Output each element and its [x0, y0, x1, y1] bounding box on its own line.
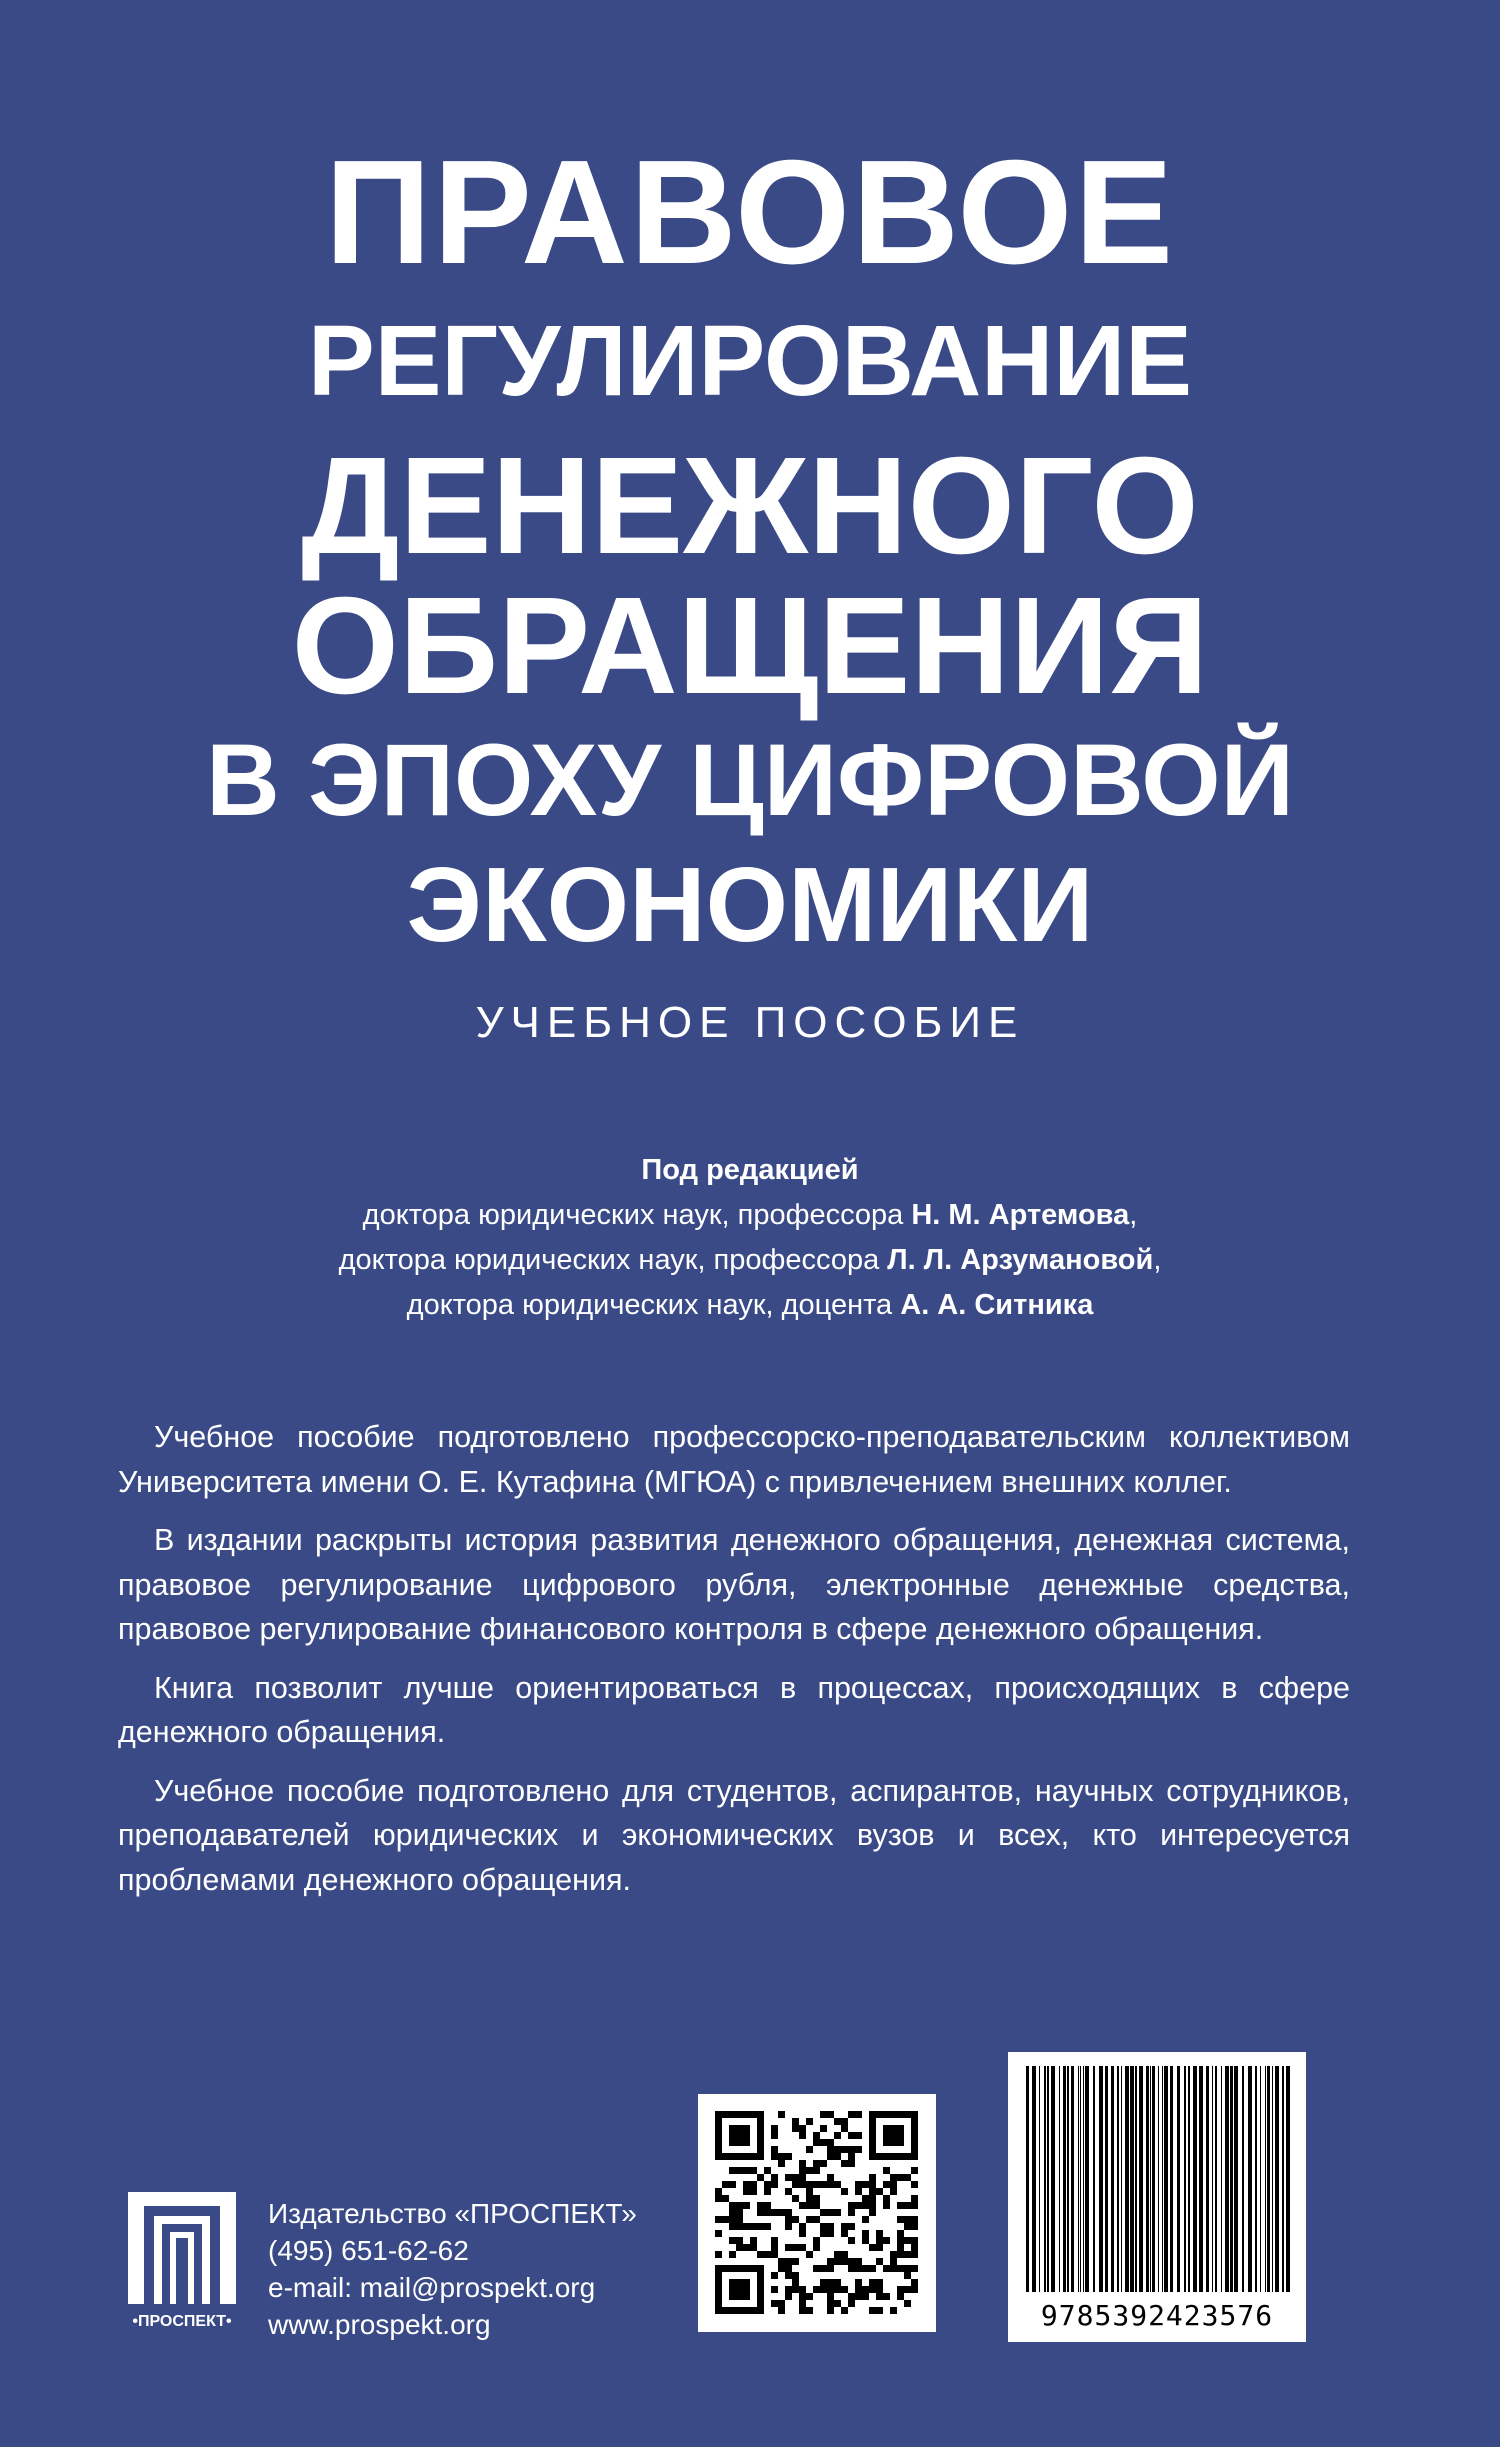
book-title: [0, 130, 1500, 966]
editor-name: А. А. Ситника: [900, 1289, 1094, 1321]
editors-block: [0, 1148, 1500, 1328]
editor-name: Л. Л. Арзумановой: [887, 1244, 1154, 1276]
isbn-barcode: [1008, 2052, 1306, 2342]
title-line-3: ДЕНЕЖНОГО: [301, 429, 1199, 583]
book-subtitle: УЧЕБНОЕ ПОСОБИЕ: [475, 998, 1025, 1047]
publisher-email: e-mail: mail@prospekt.org: [268, 2272, 596, 2303]
editor-credentials: доктора юридических наук, профессора: [338, 1244, 888, 1276]
publisher-website: www.prospekt.org: [268, 2309, 491, 2340]
description-paragraph: Учебное пособие подготовлено профессорско-преподавательским коллективом Университета имени О. Е. Кутафина (МГЮА) с привлечением внешних коллег.: [118, 1420, 1350, 1499]
editor-suffix: ,: [1129, 1199, 1138, 1231]
editor-credentials: доктора юридических наук, доцента: [406, 1289, 901, 1321]
title-line-6: ЭКОНОМИКИ: [406, 846, 1094, 964]
qr-code: [698, 2094, 936, 2332]
title-line-5: В ЭПОХУ ЦИФРОВОЙ: [206, 723, 1294, 837]
description-block: [118, 1415, 1350, 1916]
editor-line: [0, 1238, 1500, 1283]
logo-text: •ПРОСПЕКТ•: [132, 2313, 232, 2330]
editor-line: [0, 1283, 1500, 1328]
editors-header: Под редакцией: [641, 1154, 859, 1186]
title-line-1: ПРАВОВОЕ: [324, 130, 1176, 295]
description-paragraph: Книга позволит лучше ориентироваться в процессах, происходящих в сфере денежного обращения.: [118, 1670, 1350, 1749]
editor-line: [0, 1193, 1500, 1238]
publisher-name: Издательство «ПРОСПЕКТ»: [268, 2198, 637, 2229]
editor-name: Н. М. Артемова: [911, 1199, 1130, 1231]
publisher-phone: (495) 651-62-62: [268, 2235, 469, 2266]
barcode-number: 9785392423576: [1040, 2299, 1274, 2332]
editor-suffix: ,: [1153, 1244, 1162, 1276]
publisher-info: [268, 2195, 637, 2343]
title-line-2: РЕГУЛИРОВАНИЕ: [308, 305, 1192, 417]
description-paragraph: В издании раскрыты история развития денежного обращения, денежная система, правовое регулирование цифрового рубля, электронные денежные средства, правовое регулирование финансового контроля в сфере денежного обращения.: [118, 1523, 1350, 1646]
editor-credentials: доктора юридических наук, профессора: [362, 1199, 912, 1231]
prospekt-logo-icon: [118, 2192, 246, 2332]
description-paragraph: Учебное пособие подготовлено для студентов, аспирантов, научных сотрудников, преподавателей юридических и экономических вузов и всех, кто интересуется проблемами денежного обращения.: [118, 1773, 1350, 1897]
title-line-4: ОБРАЩЕНИЯ: [291, 569, 1209, 723]
